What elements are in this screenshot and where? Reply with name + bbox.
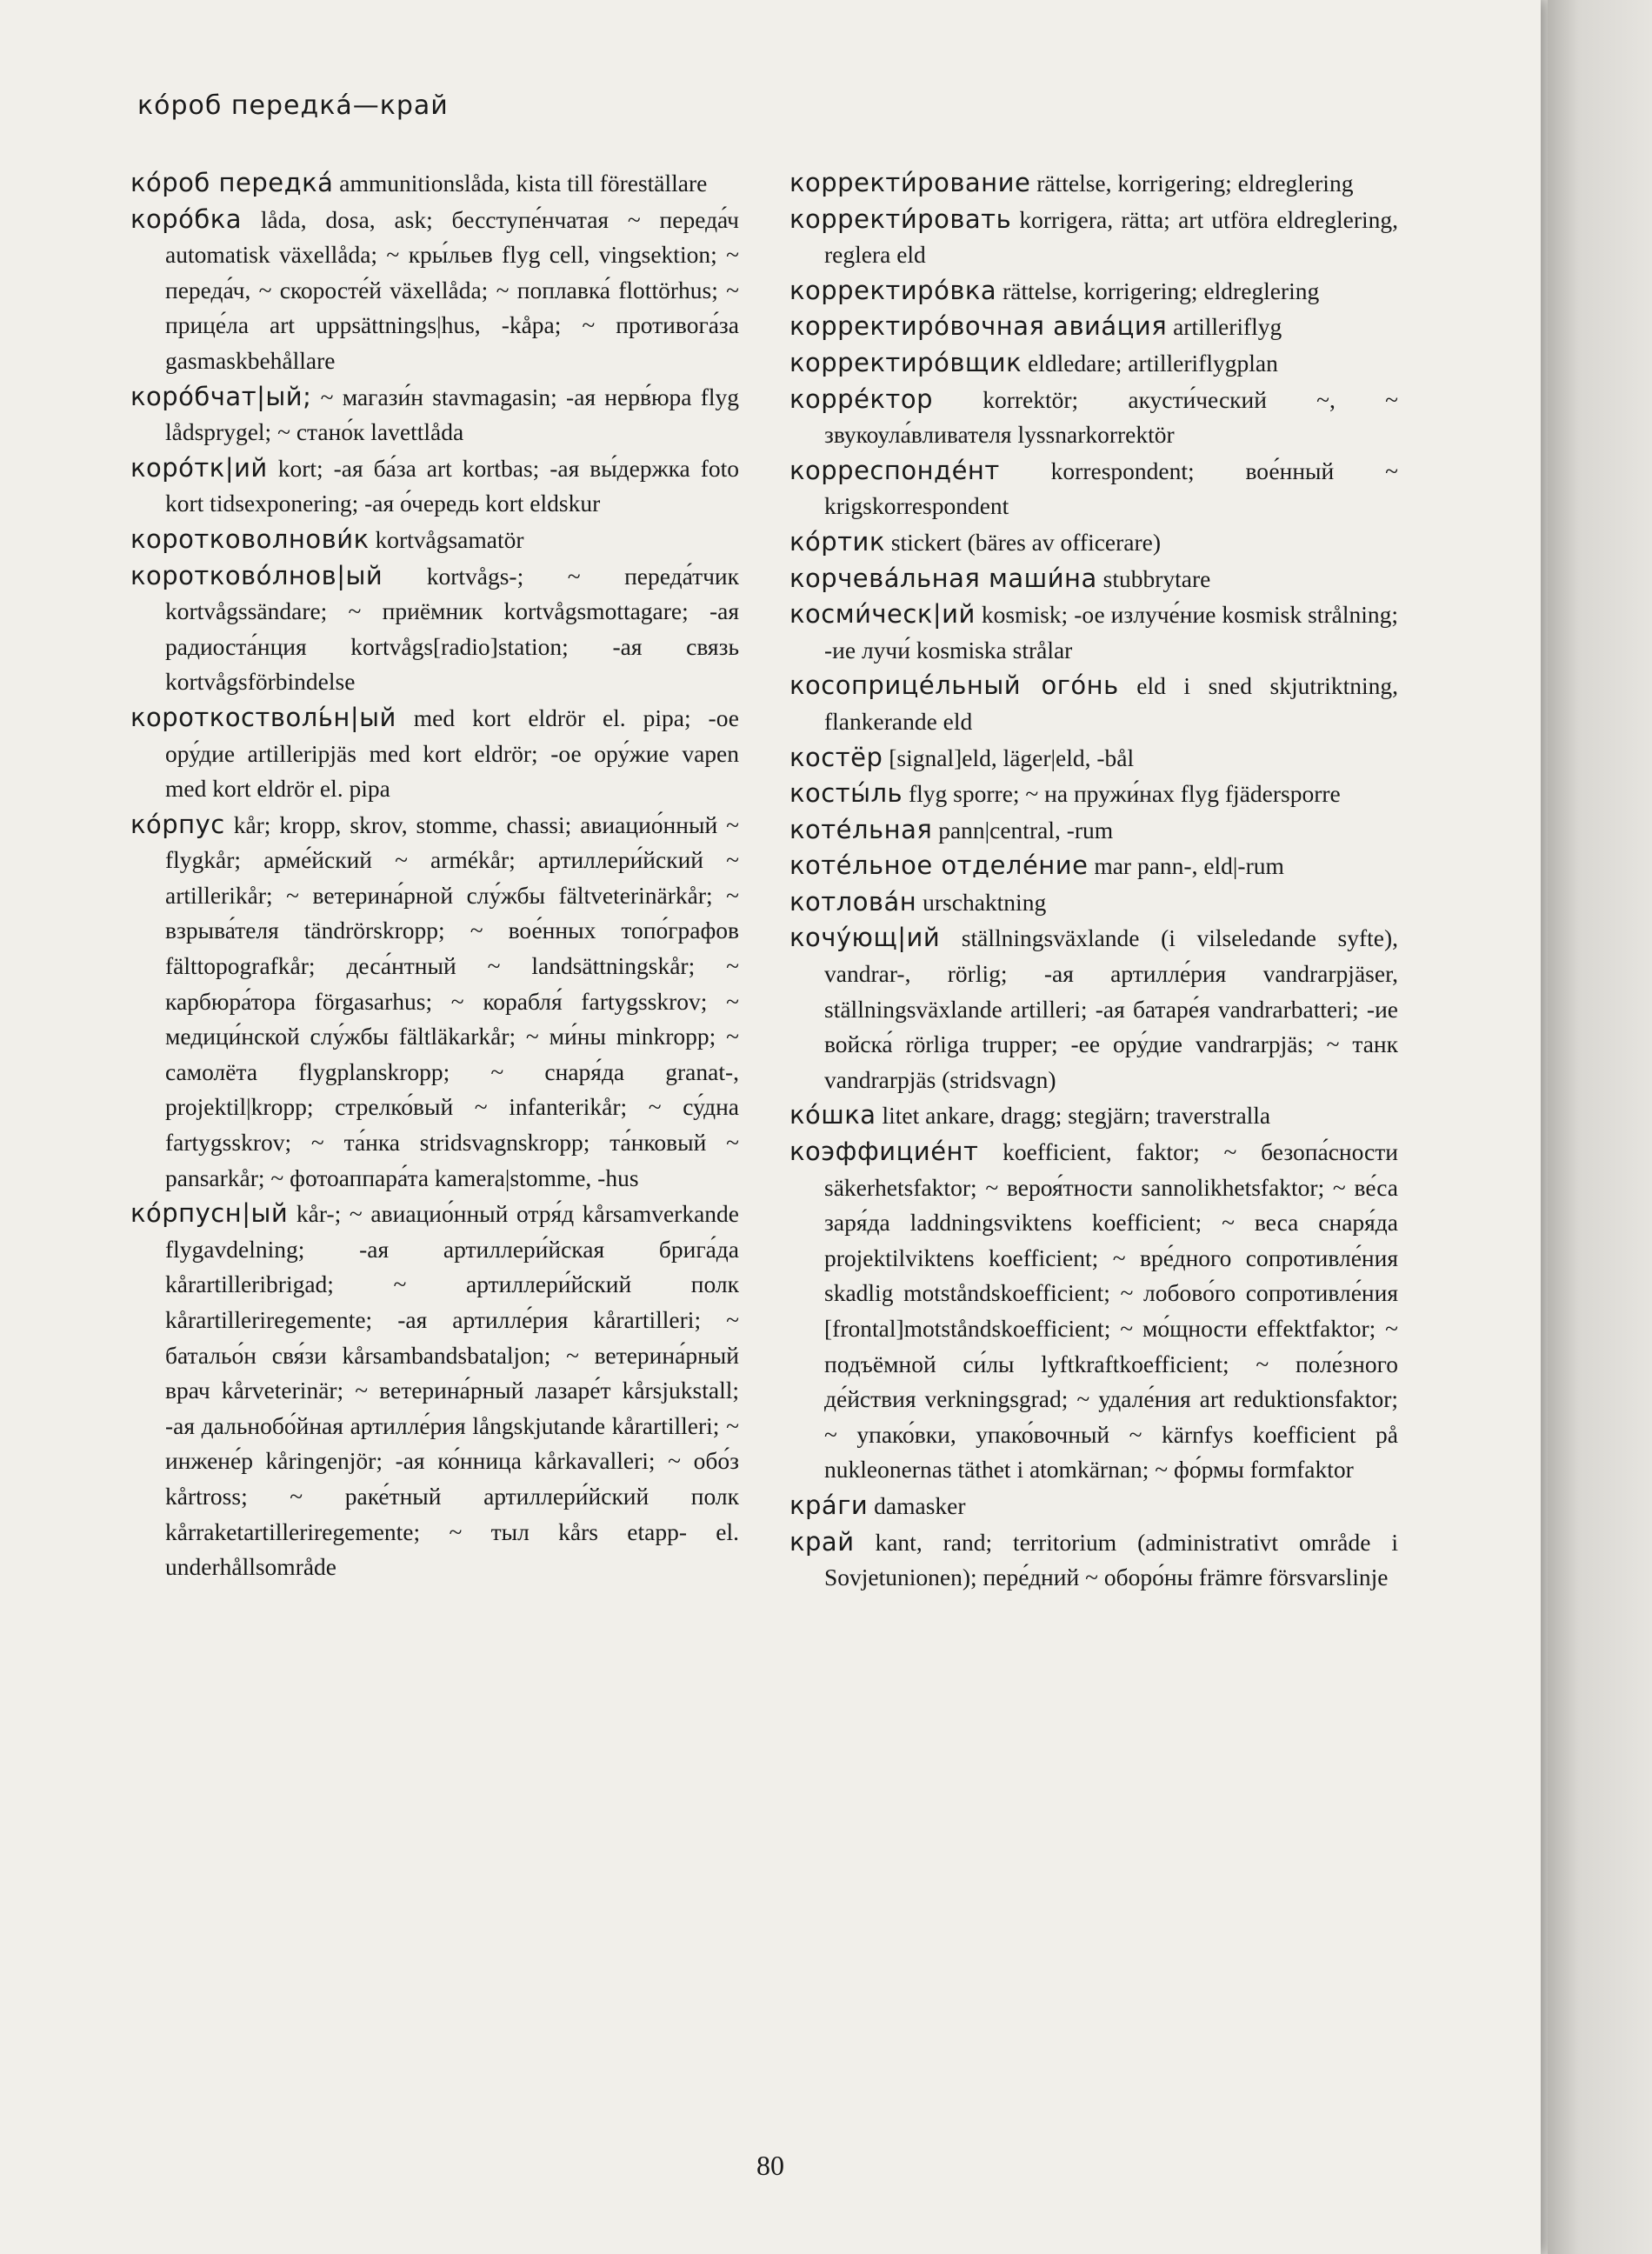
page-number: 80 bbox=[756, 2150, 784, 2181]
dictionary-entry bbox=[789, 1524, 1398, 1596]
entry-headword: корреспонде́нт bbox=[789, 455, 1000, 485]
dictionary-entry bbox=[130, 807, 739, 1197]
dictionary-entry bbox=[130, 558, 739, 700]
entry-definition: med kort eldrör el. pipa; -ое ору́дие artilleripjäs med kort eldrör; -ое ору́жие vapen med kort eldrör el. pipa bbox=[165, 704, 739, 803]
dictionary-entry bbox=[789, 202, 1398, 273]
dictionary-entry bbox=[789, 920, 1398, 1097]
entry-definition: koefficient, faktor; ~ безопа́сности säkerhetsfaktor; ~ вероя́тности sannolikhetsfaktor; ~ ве́са заря́да laddningsviktens koefficient; ~ веса снаря́да projektilviktens koefficient; ~ вре́дного сопротивле́ния skadlig motståndskoefficient; ~ лобово́го сопротивле́ния [frontal]motståndskoefficient; ~ мо́щности effektfaktor; ~ подъёмной си́лы lyftkraftkoefficient; ~ поле́зного де́йствия verkningsgrad; ~ удале́ния art reduktionsfaktor; ~ упако́вки, упако́вочный ~ kärnfys koefficient på nukleonernas täthet i atomkärnan; ~ фо́рмы formfaktor bbox=[824, 1138, 1398, 1484]
entry-definition: ställningsväxlande (i vilseledande syfte), vandrar-, rörlig; -ая артилле́рия vandrarpjäser, ställningsväxlande artilleri; -ая батаре́я vandrarbatteri; -ие войска́ rörliga trupper; -ее ору́дие vandrarpjäs; ~ танк vandrarpjäs (stridsvagn) bbox=[824, 924, 1398, 1093]
entry-headword: корректиро́вочная авиа́ция bbox=[789, 311, 1168, 342]
entry-headword: коте́льная bbox=[789, 814, 933, 844]
running-head: ко́роб передка́—край bbox=[137, 90, 449, 121]
entry-definition: stubbrytare bbox=[1096, 564, 1211, 592]
entry-headword: коро́бчат|ый; bbox=[130, 381, 312, 411]
dictionary-entry bbox=[789, 884, 1398, 921]
dictionary-entry bbox=[789, 1488, 1398, 1524]
entry-definition: rättelse, korrigering; eldreglering bbox=[996, 277, 1320, 304]
right-column bbox=[789, 165, 1398, 1596]
dictionary-entry bbox=[789, 812, 1398, 849]
entry-definition: kortvågsamatör bbox=[369, 525, 524, 553]
next-page-edge bbox=[1548, 0, 1652, 2254]
entry-definition: damasker bbox=[868, 1491, 966, 1519]
entry-headword: костёр bbox=[789, 742, 883, 772]
entry-headword: косты́ль bbox=[789, 778, 903, 809]
dictionary-entry bbox=[130, 700, 739, 807]
entry-headword: ко́ртик bbox=[789, 526, 885, 557]
dictionary-entry bbox=[789, 848, 1398, 884]
dictionary-entry bbox=[789, 309, 1398, 345]
entry-definition: eld i sned skjutriktning, flankerande eld bbox=[824, 672, 1398, 735]
dictionary-entry bbox=[789, 453, 1398, 524]
dictionary-entry bbox=[130, 379, 739, 450]
entry-definition: rättelse, korrigering; eldreglering bbox=[1030, 170, 1354, 197]
entry-headword: корректиро́вка bbox=[789, 275, 997, 305]
dictionary-entry bbox=[789, 740, 1398, 777]
dictionary-entry bbox=[789, 1134, 1398, 1488]
dictionary-entry bbox=[789, 345, 1398, 382]
entry-headword: коте́льное отделе́ние bbox=[789, 850, 1089, 881]
dictionary-entry bbox=[789, 382, 1398, 453]
entry-definition: ammunitionslåda, kista till föreställare bbox=[333, 170, 708, 197]
entry-headword: корректи́ровать bbox=[789, 203, 1012, 234]
dictionary-entry bbox=[130, 450, 739, 522]
entry-definition: korrespondent; вое́нный ~ krigskorrespondent bbox=[824, 457, 1398, 520]
entry-definition: mar pann-, eld|-rum bbox=[1088, 852, 1284, 880]
entry-definition: stickert (bäres av officerare) bbox=[884, 528, 1162, 556]
entry-headword: корре́ктор bbox=[789, 383, 933, 414]
entry-definition: [signal]eld, läger|eld, -bål bbox=[883, 744, 1135, 771]
entry-definition: kortvågs-; ~ переда́тчик kortvågssändare; ~ приёмник kortvågsmottagare; -ая радиоста́нция kortvågs[radio]station; -ая связь kortvågsförbindelse bbox=[165, 562, 739, 696]
entry-headword: котлова́н bbox=[789, 886, 917, 917]
entry-headword: коротковолнови́к bbox=[130, 523, 370, 554]
entry-definition: kår; kropp, skrov, stomme, chassi; авиацио́нный ~ flygkår; арме́йский ~ armékår; артиллери́йский ~ artillerikår; ~ ветерина́рной слу́жбы fältveterinärkår; ~ взрыва́теля tändrörskropp; ~ вое́нных топо́графов fälttopografkår; деса́нтный ~ landsättningskår; ~ карбюра́тора förgasarhus; ~ корабля́ fartygsskrov; ~ медици́нской слу́жбы fältläkarkår; ~ ми́ны minkropp; ~ самолёта flygplanskropp; ~ снаря́да granat-, projektil|kropp; стрелко́вый ~ infanterikår; ~ су́дна fartygsskrov; ~ та́нка stridsvagnskropp; та́нковый ~ pansarkår; ~ фотоаппара́та kamera|stomme, -hus bbox=[165, 810, 739, 1191]
entry-definition: pann|central, -rum bbox=[932, 816, 1114, 844]
entry-headword: ко́роб передка́ bbox=[130, 168, 334, 197]
entry-definition: litet ankare, dragg; stegjärn; traverstralla bbox=[876, 1102, 1271, 1130]
entry-definition: eldledare; artilleriflygplan bbox=[1022, 349, 1278, 377]
dictionary-entry bbox=[789, 1097, 1398, 1134]
entry-definition: flyg sporre; ~ на пружи́нах flyg fjädersporre bbox=[903, 780, 1341, 808]
entry-headword: корректи́рование bbox=[789, 168, 1031, 197]
entry-headword: корректиро́вщик bbox=[789, 347, 1023, 377]
entry-headword: кра́ги bbox=[789, 1490, 869, 1520]
entry-headword: кочу́ющ|ий bbox=[789, 923, 941, 953]
entry-headword: короткостволь́н|ый bbox=[130, 702, 396, 732]
entry-headword: коэффицие́нт bbox=[789, 1137, 979, 1167]
entry-definition: korrigera, rätta; art utföra eldreglering, reglera eld bbox=[824, 205, 1398, 269]
entry-headword: коро́тк|ий bbox=[130, 452, 268, 483]
entry-headword: корчева́льная маши́на bbox=[789, 563, 1097, 593]
dictionary-entry bbox=[789, 165, 1398, 202]
dictionary-entry bbox=[789, 273, 1398, 310]
dictionary-entry bbox=[130, 165, 739, 202]
dictionary-entry bbox=[130, 1196, 739, 1585]
entry-headword: ко́рпусн|ый bbox=[130, 1198, 289, 1229]
entry-definition: låda, dosa, ask; бесступе́нчатая ~ переда́ч automatisk växellåda; ~ кры́льев flyg cell, vingsektion; ~ переда́ч, ~ скоросте́й växellåda; ~ поплавка́ flottörhus; ~ прице́ла art uppsättnings|hus, -kåpa; ~ противога́за gasmaskbehållare bbox=[165, 205, 739, 374]
entry-headword: коро́бка bbox=[130, 203, 243, 234]
entry-headword: косми́ческ|ий bbox=[789, 599, 976, 630]
entry-headword: косоприце́льный ого́нь bbox=[789, 670, 1119, 701]
dictionary-entry bbox=[130, 202, 739, 379]
entry-definition: kant, rand; territorium (administrativt område i Sovjetunionen); пере́дний ~ оборо́ны främre försvarslinje bbox=[824, 1528, 1398, 1591]
entry-headword: ко́рпус bbox=[130, 809, 225, 839]
entry-headword: ко́шка bbox=[789, 1100, 876, 1130]
entry-headword: коротково́лнов|ый bbox=[130, 560, 383, 590]
entry-definition: urschaktning bbox=[916, 888, 1047, 916]
dictionary-entry bbox=[789, 776, 1398, 812]
entry-definition: kosmisk; -ое излуче́ние kosmisk strålning; -ие лучи́ kosmiska strålar bbox=[824, 601, 1398, 664]
entry-definition: korrektör; акусти́ческий ~, ~ звукоула́вливателя lyssnarkorrektör bbox=[824, 385, 1398, 449]
dictionary-entry bbox=[789, 597, 1398, 668]
left-column bbox=[130, 165, 739, 1585]
dictionary-entry bbox=[130, 522, 739, 558]
dictionary-entry bbox=[789, 524, 1398, 561]
entry-definition: kort; -ая ба́за art kortbas; -ая вы́держка foto kort tidsexponering; -ая о́чередь kort eldskur bbox=[165, 454, 739, 517]
entry-headword: край bbox=[789, 1526, 855, 1557]
entry-definition: ~ магази́н stavmagasin; -ая нерв́юра flyg lådsprygel; ~ стано́к lavettlåda bbox=[165, 383, 739, 446]
entry-definition: kår-; ~ авиацио́нный отря́д kårsamverkande flygavdelning; -ая артиллери́йская брига́да kårartilleribrigad; ~ артиллери́йский полк kårartilleriregemente; -ая артилле́рия kårartilleri; ~ батальо́н свя́зи kårsambandsbataljon; ~ ветерина́рный врач kårveterinär; ~ ветерина́рный лазаре́т kårsjukstall; -ая дальнобо́йная артилле́рия långskjutande kårartilleri; ~ инжене́р kåringenjör; -ая ко́нница kårkavalleri; ~ обо́з kårtross; ~ раке́тный артиллери́йский полк kårraketartilleriregemente; ~ тыл kårs etapp- el. underhållsområde bbox=[165, 1200, 739, 1581]
entry-definition: artilleriflyg bbox=[1167, 313, 1282, 341]
dictionary-entry bbox=[789, 561, 1398, 597]
dictionary-entry bbox=[789, 668, 1398, 739]
